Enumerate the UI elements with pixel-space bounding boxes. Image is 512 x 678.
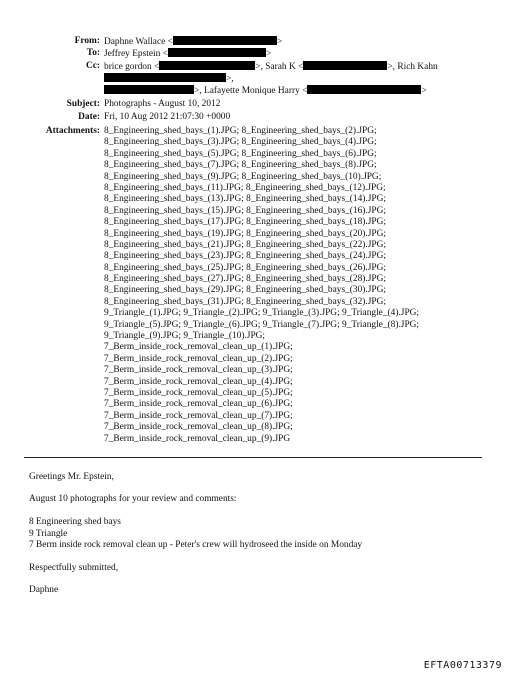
to-label: To: [86, 48, 100, 58]
bates-number: EFTA00713379 [423, 660, 502, 671]
body-closing: Respectfully submitted, [29, 563, 119, 573]
cc-row-line3 [104, 85, 427, 97]
attachment-line: 8_Engineering_shed_bays_(23).JPG; 8_Engineering_shed_bays_(24).JPG; [104, 251, 386, 262]
attachment-line: 9_Triangle_(9).JPG; 9_Triangle_(10).JPG; [104, 331, 266, 342]
from-value [104, 36, 282, 48]
attachment-line: 9_Triangle_(5).JPG; 9_Triangle_(6).JPG; 9_Triangle_(7).JPG; 9_Triangle_(8).JPG; [104, 319, 420, 330]
cc-value-line1 [104, 61, 438, 73]
date-value: Fri, 10 Aug 2012 21:07:30 +0000 [104, 112, 231, 122]
cc-separator: >, [226, 74, 234, 84]
attachment-line: 8_Engineering_shed_bays_(17).JPG; 8_Engineering_shed_bays_(18).JPG; [104, 217, 386, 228]
subject-label: Subject: [66, 99, 100, 109]
body-item-berm: 7 Berm inside rock removal clean up - Peter's crew will hydroseed the inside on Monday [29, 540, 363, 550]
attachment-line: 8_Engineering_shed_bays_(3).JPG; 8_Engineering_shed_bays_(4).JPG; [104, 137, 377, 148]
attachments-list [104, 126, 419, 445]
body-intro: August 10 photographs for your review and comments: [29, 494, 237, 504]
attachment-line: 8_Engineering_shed_bays_(13).JPG; 8_Engineering_shed_bays_(14).JPG; [104, 194, 386, 205]
attachment-line: 8_Engineering_shed_bays_(1).JPG; 8_Engineering_shed_bays_(2).JPG; [104, 126, 377, 136]
redaction-box [168, 48, 266, 57]
cc-name-brice: brice gordon < [104, 62, 160, 72]
date-label: Date: [78, 112, 100, 122]
body-greeting: Greetings Mr. Epstein, [29, 472, 114, 482]
redaction-box [303, 61, 387, 70]
attachment-line: 8_Engineering_shed_bays_(5).JPG; 8_Engineering_shed_bays_(6).JPG; [104, 148, 377, 159]
attachment-line: 7_Berm_inside_rock_removal_clean_up_(7).JPG; [104, 410, 293, 421]
attachment-line: 7_Berm_inside_rock_removal_clean_up_(1).JPG; [104, 342, 293, 353]
attachment-line: 8_Engineering_shed_bays_(27).JPG; 8_Engineering_shed_bays_(28).JPG; [104, 274, 386, 285]
attachment-line: 8_Engineering_shed_bays_(25).JPG; 8_Engineering_shed_bays_(26).JPG; [104, 262, 386, 273]
attachment-line: 7_Berm_inside_rock_removal_clean_up_(5).JPG; [104, 387, 293, 398]
attachment-line: 7_Berm_inside_rock_removal_clean_up_(2).JPG; [104, 353, 293, 364]
body-signature: Daphne [29, 585, 59, 595]
attachment-line: 8_Engineering_shed_bays_(11).JPG; 8_Engineering_shed_bays_(12).JPG; [104, 182, 386, 193]
attachment-line: 9_Triangle_(1).JPG; 9_Triangle_(2).JPG; 9_Triangle_(3).JPG; 9_Triangle_(4).JPG; [104, 308, 420, 319]
attachment-line: 7_Berm_inside_rock_removal_clean_up_(9).JPG [104, 433, 291, 444]
attachment-line: 8_Engineering_shed_bays_(29).JPG; 8_Engineering_shed_bays_(30).JPG; [104, 285, 386, 296]
attachment-line: 7_Berm_inside_rock_removal_clean_up_(6).JPG; [104, 399, 293, 410]
close-bracket: > [421, 86, 427, 96]
to-name: Jeffrey Epstein < [104, 49, 168, 59]
redaction-box [104, 73, 226, 82]
header-divider [24, 457, 482, 458]
redaction-box [104, 85, 194, 94]
attachment-line: 8_Engineering_shed_bays_(21).JPG; 8_Engineering_shed_bays_(22).JPG; [104, 239, 386, 250]
to-value [104, 48, 271, 60]
attachments-label: Attachments: [45, 126, 100, 136]
body-item-triangle: 9 Triangle [29, 529, 68, 539]
close-bracket: > [265, 49, 272, 59]
body-item-shed-bays: 8 Engineering shed bays [29, 517, 121, 527]
redaction-box [307, 85, 421, 94]
attachment-line: 8_Engineering_shed_bays_(7).JPG; 8_Engineering_shed_bays_(8).JPG; [104, 160, 377, 171]
attachment-line: 7_Berm_inside_rock_removal_clean_up_(8).JPG; [104, 422, 293, 433]
cc-name-lafayette: >, Lafayette Monique Harry < [194, 86, 308, 96]
from-name: Daphne Wallace < [104, 37, 173, 47]
cc-label: Cc: [85, 61, 100, 71]
attachment-line: 7_Berm_inside_rock_removal_clean_up_(4).JPG; [104, 376, 293, 387]
attachment-line: 7_Berm_inside_rock_removal_clean_up_(3).JPG; [104, 365, 293, 376]
close-bracket: > [276, 37, 283, 47]
redaction-box [159, 61, 255, 70]
attachment-line: 8_Engineering_shed_bays_(19).JPG; 8_Engineering_shed_bays_(20).JPG; [104, 228, 386, 239]
cc-name-sarah: >, Sarah K < [255, 62, 304, 72]
attachment-line: 8_Engineering_shed_bays_(15).JPG; 8_Engineering_shed_bays_(16).JPG; [104, 205, 386, 216]
cc-name-rich: >, Rich Kahn [387, 62, 438, 72]
cc-row-line2 [104, 73, 234, 85]
attachment-line: 8_Engineering_shed_bays_(31).JPG; 8_Engineering_shed_bays_(32).JPG; [104, 296, 386, 307]
redaction-box [173, 36, 277, 45]
subject-value: Photographs - August 10, 2012 [104, 99, 221, 109]
attachment-line: 8_Engineering_shed_bays_(9).JPG; 8_Engineering_shed_bays_(10).JPG; [104, 171, 382, 182]
from-label: From: [74, 36, 100, 46]
